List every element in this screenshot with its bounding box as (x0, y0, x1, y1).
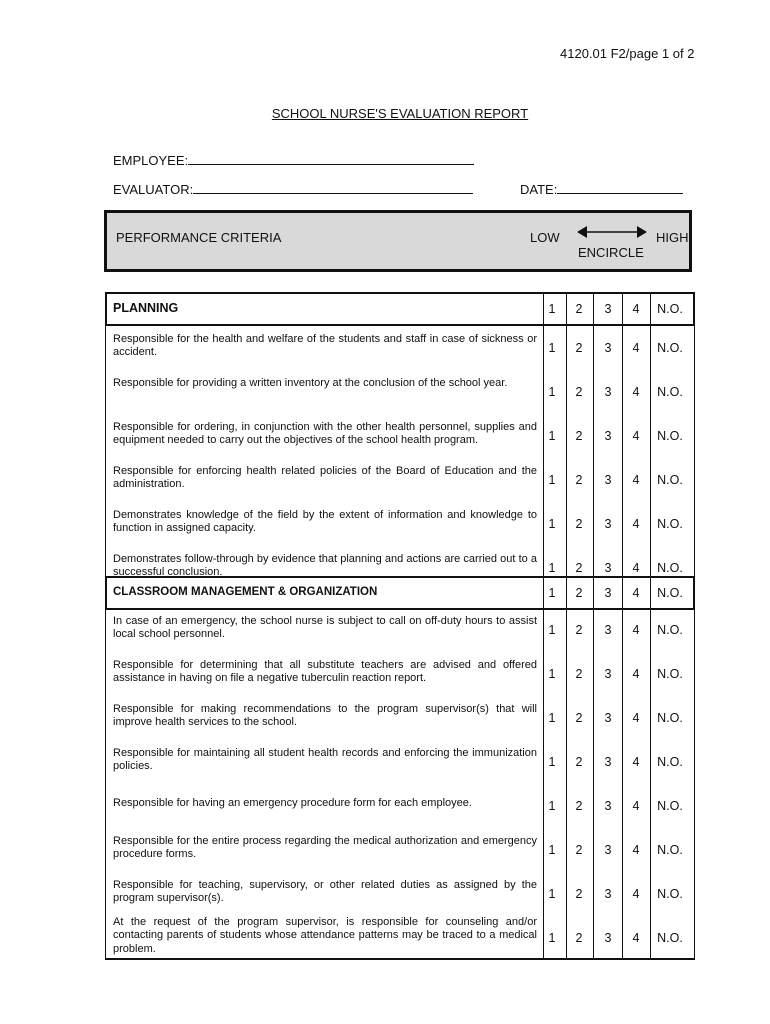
criterion-text: Responsible for maintaining all student health records and enforcing the immunization policies. (113, 746, 537, 772)
rating-option-3[interactable]: 3 (604, 711, 612, 725)
scale-header-2: 2 (575, 302, 583, 316)
criterion-text: Responsible for the entire process regarding the medical authorization and emergency procedure forms. (113, 834, 537, 860)
rating-option-4[interactable]: 4 (632, 429, 640, 443)
rating-option-no[interactable]: N.O. (657, 887, 683, 901)
employee-label: EMPLOYEE: (113, 153, 189, 168)
rating-option-2[interactable]: 2 (575, 843, 583, 857)
rating-option-2[interactable]: 2 (575, 623, 583, 637)
criterion-text: Responsible for the health and welfare of the students and staff in case of sickness or accident. (113, 332, 537, 358)
rating-option-1[interactable]: 1 (548, 843, 556, 857)
low-label: LOW (530, 230, 560, 245)
rating-option-1[interactable]: 1 (548, 561, 556, 575)
rating-option-2[interactable]: 2 (575, 429, 583, 443)
rating-option-no[interactable]: N.O. (657, 429, 683, 443)
scale-header-1: 1 (548, 586, 556, 600)
criterion-text: Responsible for ordering, in conjunction with the other health personnel, supplies and equipment needed to carry out the objectives of the school health program. (113, 420, 537, 446)
rating-option-3[interactable]: 3 (604, 561, 612, 575)
rating-option-1[interactable]: 1 (548, 799, 556, 813)
rating-option-1[interactable]: 1 (548, 667, 556, 681)
criterion-text: Responsible for enforcing health related policies of the Board of Education and the administration. (113, 464, 537, 490)
rating-option-1[interactable]: 1 (548, 623, 556, 637)
rating-option-1[interactable]: 1 (548, 385, 556, 399)
rating-option-1[interactable]: 1 (548, 887, 556, 901)
date-field[interactable] (520, 180, 683, 197)
rating-option-2[interactable]: 2 (575, 667, 583, 681)
rating-option-4[interactable]: 4 (632, 341, 640, 355)
rating-option-2[interactable]: 2 (575, 385, 583, 399)
rating-option-2[interactable]: 2 (575, 517, 583, 531)
criterion-text: Demonstrates knowledge of the field by the extent of information and knowledge to function in assigned capacity. (113, 508, 537, 534)
rating-option-2[interactable]: 2 (575, 931, 583, 945)
evaluator-field[interactable] (113, 180, 473, 197)
page-number: 4120.01 F2/page 1 of 2 (560, 46, 695, 61)
rating-option-no[interactable]: N.O. (657, 755, 683, 769)
double-arrow-icon (577, 225, 647, 239)
scale-header-5: N.O. (657, 302, 683, 316)
criterion-text: In case of an emergency, the school nurse is subject to call on off-duty hours to assist local school personnel. (113, 614, 537, 640)
date-blank[interactable] (557, 180, 683, 194)
rating-option-3[interactable]: 3 (604, 887, 612, 901)
rating-option-2[interactable]: 2 (575, 473, 583, 487)
rating-option-1[interactable]: 1 (548, 473, 556, 487)
rating-option-4[interactable]: 4 (632, 755, 640, 769)
rating-option-4[interactable]: 4 (632, 711, 640, 725)
rating-option-4[interactable]: 4 (632, 385, 640, 399)
scale-header-5: N.O. (657, 586, 683, 600)
page-title: SCHOOL NURSE'S EVALUATION REPORT (271, 106, 529, 121)
rating-option-no[interactable]: N.O. (657, 711, 683, 725)
rating-option-3[interactable]: 3 (604, 385, 612, 399)
criterion-text: Responsible for providing a written inventory at the conclusion of the school year. (113, 376, 508, 389)
rating-option-no[interactable]: N.O. (657, 561, 683, 575)
rating-option-2[interactable]: 2 (575, 799, 583, 813)
criterion-text: Responsible for having an emergency procedure form for each employee. (113, 797, 472, 810)
rating-option-4[interactable]: 4 (632, 887, 640, 901)
criterion-text: At the request of the program supervisor, is responsible for counseling and/or contacting parents of students whose attendance patterns may be traced to a medical problem. (113, 915, 537, 955)
rating-option-1[interactable]: 1 (548, 341, 556, 355)
rating-option-1[interactable]: 1 (548, 755, 556, 769)
rating-option-3[interactable]: 3 (604, 667, 612, 681)
rating-option-1[interactable]: 1 (548, 429, 556, 443)
rating-option-2[interactable]: 2 (575, 561, 583, 575)
scale-header-4: 4 (632, 302, 640, 316)
rating-option-3[interactable]: 3 (604, 473, 612, 487)
rating-option-2[interactable]: 2 (575, 711, 583, 725)
scale-header-1: 1 (548, 302, 556, 316)
scale-header-3: 3 (604, 302, 612, 316)
rating-option-no[interactable]: N.O. (657, 385, 683, 399)
rating-option-4[interactable]: 4 (632, 473, 640, 487)
rating-option-4[interactable]: 4 (632, 931, 640, 945)
rating-option-3[interactable]: 3 (604, 517, 612, 531)
criterion-text: Demonstrates follow-through by evidence that planning and actions are carried out to a successful conclusion. (113, 552, 537, 578)
rating-option-3[interactable]: 3 (604, 755, 612, 769)
rating-option-no[interactable]: N.O. (657, 473, 683, 487)
employee-blank[interactable] (188, 151, 474, 165)
rating-option-2[interactable]: 2 (575, 341, 583, 355)
rating-option-3[interactable]: 3 (604, 843, 612, 857)
criterion-text: Responsible for determining that all substitute teachers are advised and offered assistance in having on file a negative tuberculin reaction report. (113, 658, 537, 684)
rating-option-3[interactable]: 3 (604, 623, 612, 637)
criterion-text: Responsible for teaching, supervisory, or other related duties as assigned by the program supervisor(s). (113, 878, 537, 904)
evaluator-blank[interactable] (193, 180, 473, 194)
section-title: CLASSROOM MANAGEMENT & ORGANIZATION (113, 586, 378, 598)
rating-option-1[interactable]: 1 (548, 931, 556, 945)
employee-field[interactable] (113, 151, 474, 168)
rating-option-no[interactable]: N.O. (657, 667, 683, 681)
rating-option-1[interactable]: 1 (548, 711, 556, 725)
criteria-header (104, 210, 692, 272)
rating-option-3[interactable]: 3 (604, 799, 612, 813)
rating-option-4[interactable]: 4 (632, 667, 640, 681)
encircle-label: ENCIRCLE (578, 245, 644, 260)
high-label: HIGH (656, 230, 689, 245)
rating-option-no[interactable]: N.O. (657, 341, 683, 355)
rating-option-2[interactable]: 2 (575, 755, 583, 769)
rating-option-4[interactable]: 4 (632, 623, 640, 637)
table-bottom-border (105, 958, 695, 960)
rating-option-no[interactable]: N.O. (657, 799, 683, 813)
scale-header-4: 4 (632, 586, 640, 600)
criteria-label: PERFORMANCE CRITERIA (116, 230, 282, 245)
rating-option-no[interactable]: N.O. (657, 623, 683, 637)
date-label: DATE: (520, 182, 558, 197)
rating-option-4[interactable]: 4 (632, 561, 640, 575)
rating-option-4[interactable]: 4 (632, 517, 640, 531)
rating-option-no[interactable]: N.O. (657, 931, 683, 945)
rating-option-4[interactable]: 4 (632, 843, 640, 857)
criterion-text: Responsible for making recommendations to the program supervisor(s) that will improve health services to the school. (113, 702, 537, 728)
scale-header-3: 3 (604, 586, 612, 600)
rating-option-3[interactable]: 3 (604, 341, 612, 355)
rating-option-3[interactable]: 3 (604, 931, 612, 945)
section-title: PLANNING (113, 301, 179, 315)
table-left-border (105, 326, 106, 960)
rating-option-no[interactable]: N.O. (657, 517, 683, 531)
rating-option-no[interactable]: N.O. (657, 843, 683, 857)
rating-option-4[interactable]: 4 (632, 799, 640, 813)
rating-option-1[interactable]: 1 (548, 517, 556, 531)
rating-option-3[interactable]: 3 (604, 429, 612, 443)
rating-option-2[interactable]: 2 (575, 887, 583, 901)
evaluator-label: EVALUATOR: (113, 182, 194, 197)
scale-header-2: 2 (575, 586, 583, 600)
table-right-border (694, 292, 695, 960)
